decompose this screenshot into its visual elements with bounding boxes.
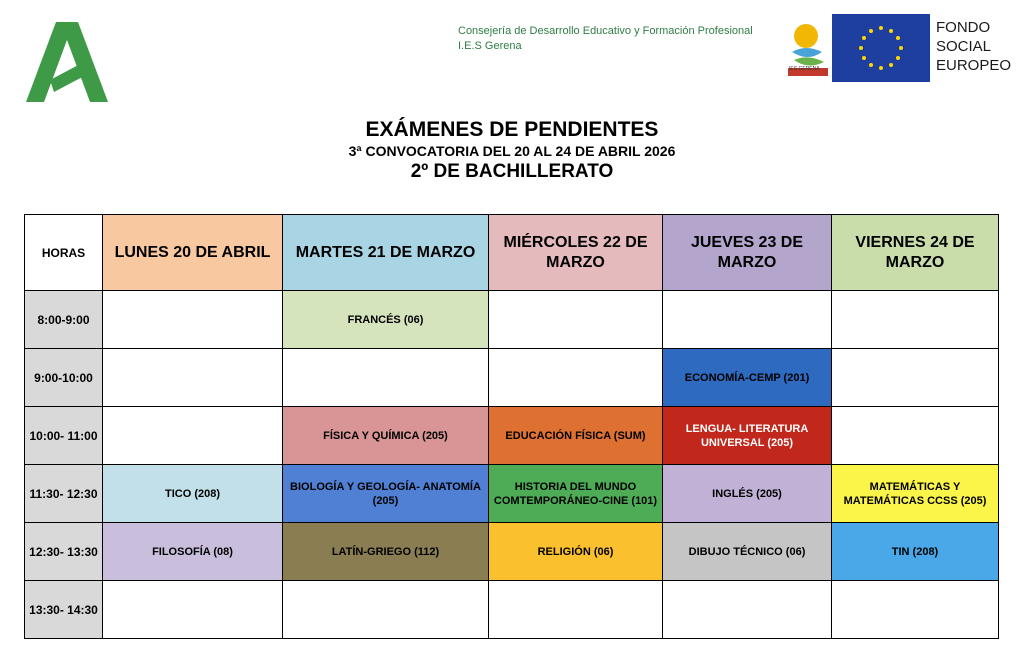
consejeria-block [458,24,753,54]
empty-cell [103,349,283,407]
exam-lengua: LENGUA- LITERATURA UNIVERSAL (205) [663,407,832,465]
hour-label: 11:30- 12:30 [25,465,103,523]
hour-label: 9:00-10:00 [25,349,103,407]
exam-latin-griego: LATÍN-GRIEGO (112) [283,523,489,581]
table-header-row [25,215,999,291]
titles [0,117,1024,184]
hour-label: 8:00-9:00 [25,291,103,349]
table-row [25,349,999,407]
exam-schedule-table [24,214,999,639]
curso-title: 2º DE BACHILLERATO [410,161,614,182]
exam-matematicas: MATEMÁTICAS Y MATEMÁTICAS CCSS (205) [832,465,999,523]
fse-line-2: SOCIAL [936,38,992,55]
empty-cell [832,349,999,407]
fse-line-1: FONDO [936,19,991,36]
document-header [0,0,1024,110]
empty-cell [832,581,999,639]
exam-historia: HISTORIA DEL MUNDO COMTEMPORÁNEO-CINE (101) [489,465,663,523]
empty-cell [832,407,999,465]
table-row [25,523,999,581]
empty-cell [663,581,832,639]
table-row [25,581,999,639]
hour-label: 12:30- 13:30 [25,523,103,581]
main-title: EXÁMENES DE PENDIENTES [365,118,659,141]
fondo-social-europeo [936,18,1011,75]
junta-andalucia-logo [26,22,108,106]
exam-biologia: BIOLOGÍA Y GEOLOGÍA- ANATOMÍA (205) [283,465,489,523]
exam-religion: RELIGIÓN (06) [489,523,663,581]
empty-cell [103,581,283,639]
exam-frances: FRANCÉS (06) [283,291,489,349]
hour-label: 10:00- 11:00 [25,407,103,465]
exam-ingles: INGLÉS (205) [663,465,832,523]
day-header-miercoles: MIÉRCOLES 22 DE MARZO [489,215,663,291]
empty-cell [832,291,999,349]
exam-economia: ECONOMÍA-CEMP (201) [663,349,832,407]
exam-tico: TICO (208) [103,465,283,523]
eu-flag [832,14,930,82]
exam-educacion-fisica: EDUCACIÓN FÍSICA (SUM) [489,407,663,465]
day-header-viernes: VIERNES 24 DE MARZO [832,215,999,291]
empty-cell [103,407,283,465]
exam-fisica-quimica: FÍSICA Y QUÍMICA (205) [283,407,489,465]
day-header-martes: MARTES 21 DE MARZO [283,215,489,291]
ies-name: I.E.S Gerena [458,40,522,52]
table-row [25,407,999,465]
exam-dibujo-tecnico: DIBUJO TÉCNICO (06) [663,523,832,581]
empty-cell [489,349,663,407]
hour-label: 13:30- 14:30 [25,581,103,639]
exam-tin: TIN (208) [832,523,999,581]
ies-logo-text: IES GERENA [789,66,820,72]
convocatoria-title: 3ª CONVOCATORIA DEL 20 AL 24 DE ABRIL 2026 [348,143,676,159]
day-header-lunes: LUNES 20 DE ABRIL [103,215,283,291]
empty-cell [663,291,832,349]
empty-cell [103,291,283,349]
empty-cell [283,349,489,407]
exam-filosofia: FILOSOFÍA (08) [103,523,283,581]
horas-header: HORAS [25,215,103,291]
table-row [25,465,999,523]
table-row [25,291,999,349]
fse-line-3: EUROPEO [936,57,1012,74]
empty-cell [489,581,663,639]
empty-cell [283,581,489,639]
consejeria-name: Consejería de Desarrollo Educativo y Formación Profesional [458,25,753,37]
day-header-jueves: JUEVES 23 DE MARZO [663,215,832,291]
empty-cell [489,291,663,349]
